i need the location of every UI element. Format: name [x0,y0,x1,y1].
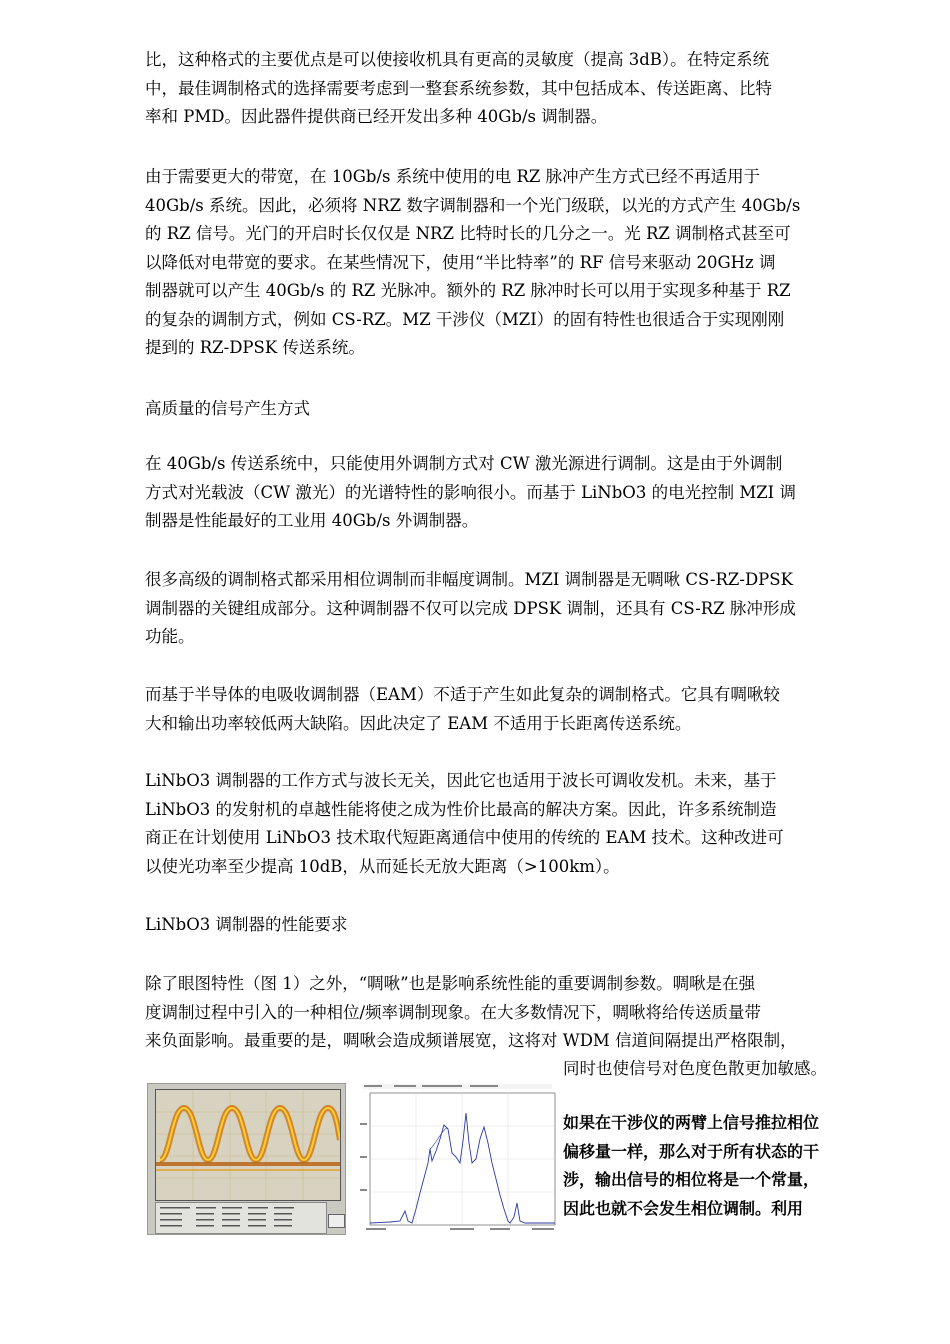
optical-spectrum-icon [360,1083,560,1235]
text-line: 中，最佳调制格式的选择需要考虑到一整套系统参数，其中包括成本、传送距离、比特 [145,78,772,98]
text-line: 偏移量一样，那么对于所有状态的干 [563,1141,820,1161]
text-line: 以使光功率至少提高 10dB，从而延长无放大距离（>100km）。 [145,856,620,876]
text-line: 的 RZ 信号。光门的开启时长仅仅是 NRZ 比特时长的几分之一。光 RZ 调制格式甚至可 [145,224,791,243]
paragraph-chirp [145,970,885,1056]
text-line: 制器是性能最好的工业用 40Gb/s 外调制器。 [145,511,479,530]
text-line: LiNbO3 调制器的工作方式与波长无关，因此它也适用于波长可调收发机。未来，基于 [145,771,777,790]
figure-side-text [563,1109,893,1223]
text-line: 的复杂的调制方式，例如 CS-RZ。MZ 干涉仪（MZI）的固有特性也很适合于实现刚刚 [145,309,785,329]
text-line: 很多高级的调制格式都采用相位调制而非幅度调制。MZI 调制器是无啁啾 CS-RZ-DPSK [145,570,793,589]
text-line: 度调制过程中引入的一种相位/频率调制现象。在大多数情况下，啁啾将给传送质量带 [145,1002,762,1022]
text-line-right: 同时也使信号对色度色散更加敏感。 [563,1059,827,1078]
text-line: 涉，输出信号的相位将是一个常量， [563,1170,820,1189]
eye-diagram-icon [156,1090,340,1200]
paragraph-format-advantage [145,46,885,132]
text-line: 制器就可以产生 40Gb/s 的 RZ 光脉冲。额外的 RZ 脉冲时长可以用于实现多种基于 RZ [145,281,791,300]
paragraph-linbo3 [145,767,885,881]
text-line: 比，这种格式的主要优点是可以使接收机具有更高的灵敏度（提高 3dB）。在特定系统 [145,50,770,69]
oscilloscope-button [328,1214,345,1228]
section-heading-signal-generation: 高质量的信号产生方式 [145,399,310,418]
text-line: 如果在干涉仪的两臂上信号推拉相位 [563,1113,820,1132]
eye-diagram-figure [147,1083,346,1235]
paragraph-rz-generation [145,163,885,363]
section-heading-performance: LiNbO3 调制器的性能要求 [145,915,348,934]
paragraph-external-modulation [145,450,885,536]
oscilloscope-screen [155,1089,341,1201]
paragraph-eam [145,681,885,738]
text-line: 率和 PMD。因此器件提供商已经开发出多种 40Gb/s 调制器。 [145,107,608,126]
paragraph-phase-modulation [145,566,885,652]
text-line: 功能。 [145,627,195,646]
measurement-readout-icon [156,1203,326,1233]
text-line: 除了眼图特性（图 1）之外，“啁啾”也是影响系统性能的重要调制参数。啁啾是在强 [145,974,756,993]
text-line: 40Gb/s 系统。因此，必须将 NRZ 数字调制器和一个光门级联，以光的方式产生 40Gb/s [145,195,801,215]
text-line: 因此也就不会发生相位调制。利用 [563,1198,804,1218]
measurement-table [155,1202,327,1234]
spectrum-figure [360,1083,560,1235]
text-line: 提到的 RZ-DPSK 传送系统。 [145,338,365,357]
text-line: 以降低对电带宽的要求。在某些情况下，使用“半比特率”的 RF 信号来驱动 20GHz 调 [145,252,776,272]
text-line: 来负面影响。最重要的是，啁啾会造成频谱展宽，这将对 WDM 信道间隔提出严格限制， [145,1031,797,1050]
text-line: 大和输出功率较低两大缺陷。因此决定了 EAM 不适用于长距离传送系统。 [145,713,692,733]
text-line: 由于需要更大的带宽，在 10Gb/s 系统中使用的电 RZ 脉冲产生方式已经不再适用于 [145,167,761,186]
text-line: 在 40Gb/s 传送系统中，只能使用外调制方式对 CW 激光源进行调制。这是由于外调制 [145,454,783,473]
text-line: LiNbO3 的发射机的卓越性能将使之成为性价比最高的解决方案。因此，许多系统制造 [145,799,777,819]
text-line: 方式对光载波（CW 激光）的光谱特性的影响很小。而基于 LiNbO3 的电光控制 MZI 调 [145,482,796,502]
text-line: 商正在计划使用 LiNbO3 技术取代短距离通信中使用的传统的 EAM 技术。这种改进可 [145,828,784,847]
text-line: 而基于半导体的电吸收调制器（EAM）不适于产生如此复杂的调制格式。它具有啁啾较 [145,685,780,704]
text-line: 调制器的关键组成部分。这种调制器不仅可以完成 DPSK 调制，还具有 CS-RZ 脉冲形成 [145,598,796,618]
